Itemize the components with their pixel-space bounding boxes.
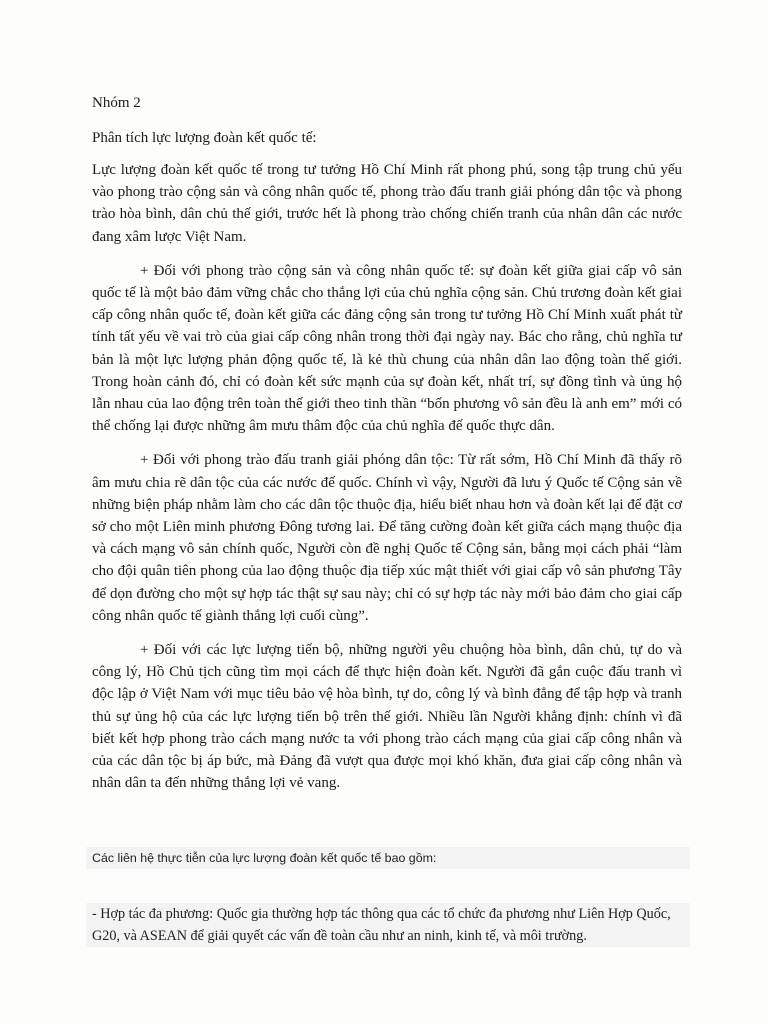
- document-body: [92, 92, 682, 962]
- paragraph-communist-movement: + Đối với phong trào cộng sản và công nhân quốc tế: sự đoàn kết giữa giai cấp vô sản quốc tế là một bảo đảm vững chắc cho thắng lợi của chủ nghĩa cộng sản. Chủ trương đoàn kết giai cấp công nhân quốc tế, đoàn kết giữa các đảng cộng sản trong tư tưởng Hồ Chí Minh xuất phát từ tính tất yếu về vai trò của giai cấp công nhân trong thời đại ngày nay. Bác cho rằng, chủ nghĩa tư bản là một lực lượng phản động quốc tế, là kẻ thù chung của nhân dân lao động toàn thế giới. Trong hoàn cảnh đó, chỉ có đoàn kết sức mạnh của sự đoàn kết, nhất trí, sự đồng tình và ủng hộ lẫn nhau của lao động trên toàn thế giới theo tinh thần “bốn phương vô sản đều là anh em” mới có thể chống lại được những âm mưu thâm độc của chủ nghĩa đế quốc thực dân.: [92, 262, 682, 435]
- section-title: Phân tích lực lượng đoàn kết quốc tế:: [92, 130, 317, 146]
- paragraph-national-liberation: + Đối với phong trào đấu tranh giải phóng dân tộc: Từ rất sớm, Hồ Chí Minh đã thấy rõ âm mưu chia rẽ dân tộc của các nước đế quốc. Chính vì vậy, Người đã lưu ý Quốc tế Cộng sản về những biện pháp nhằm làm cho các dân tộc thuộc địa, hiểu biết nhau hơn và đoàn kết lại để đặt cơ sở cho một Liên minh phương Đông tương lai. Để tăng cường đoàn kết giữa cách mạng thuộc địa và cách mạng vô sản chính quốc, Người còn đề nghị Quốc tế Cộng sản, bằng mọi cách phải “làm cho đội quân tiên phong của lao động thuộc địa tiếp xúc mật thiết với giai cấp vô sản phương Tây để dọn đường cho một sự hợp tác thật sự sau này; chỉ có sự hợp tác này mới bảo đảm cho giai cấp công nhân quốc tế giành thắng lợi cuối cùng”.: [92, 452, 682, 624]
- practice-item-multilateral: - Hợp tác đa phương: Quốc gia thường hợp tác thông qua các tổ chức đa phương như Liên Hợp Quốc, G20, và ASEAN để giải quyết các vấn đề toàn cầu như an ninh, kinh tế, và môi trường.: [86, 903, 690, 947]
- group-label: Nhóm 2: [92, 95, 141, 111]
- blank-line: [92, 806, 682, 834]
- intro-paragraph: Lực lượng đoàn kết quốc tế trong tư tưởng Hồ Chí Minh rất phong phú, song tập trung chủ yếu vào phong trào cộng sản và công nhân quốc tế, phong trào đấu tranh giải phóng dân tộc và phong trào hòa bình, dân chủ thế giới, trước hết là phong trào chống chiến tranh của nhân dân các nước đang xâm lược Việt Nam.: [92, 162, 682, 245]
- practice-heading: Các liên hệ thực tiễn của lực lượng đoàn kết quốc tế bao gồm:: [86, 847, 690, 869]
- paragraph-progressive-forces: + Đối với các lực lượng tiến bộ, những người yêu chuộng hòa bình, dân chủ, tự do và công lý, Hồ Chủ tịch cũng tìm mọi cách để thực hiện đoàn kết. Người đã gắn cuộc đấu tranh vì độc lập ở Việt Nam với mục tiêu bảo vệ hòa bình, tự do, công lý và bình đẳng để tập hợp và tranh thủ sự ủng hộ của các lực lượng tiến bộ trên thế giới. Nhiều lần Người khẳng định: chính vì đã biết kết hợp phong trào cách mạng nước ta với phong trào cách mạng của giai cấp công nhân và của các dân tộc bị áp bức, mà Đảng đã vượt qua được mọi khó khăn, đưa giai cấp công nhân và nhân dân ta đến những thắng lợi vẻ vang.: [92, 642, 682, 792]
